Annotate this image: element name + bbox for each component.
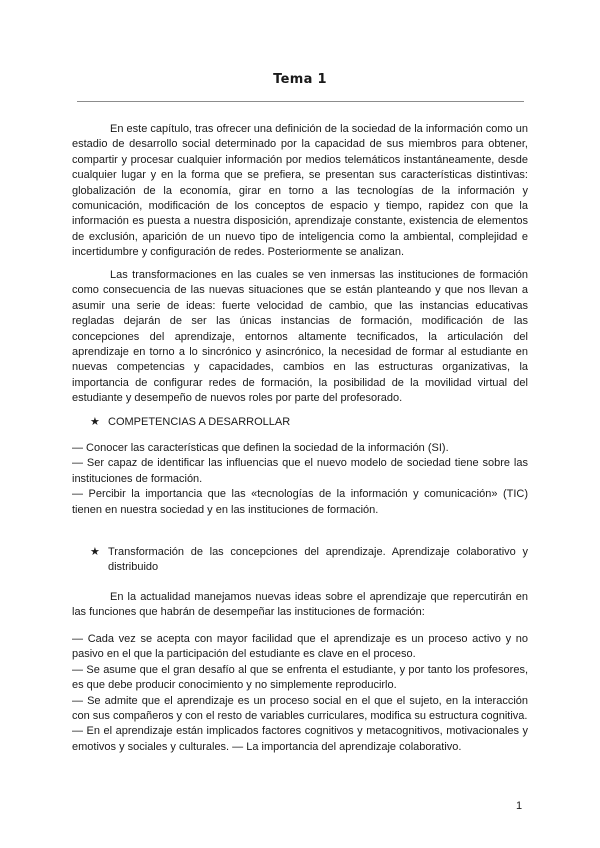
section-heading-text: COMPETENCIAS A DESARROLLAR: [108, 416, 291, 428]
section2-paragraph: [72, 590, 528, 621]
star-bullet-icon: ★: [90, 546, 100, 558]
intro-paragraph-1: [72, 122, 528, 261]
aprendizaje-list: [72, 632, 528, 755]
list-item: — Ser capaz de identificar las influencias que el nuevo modelo de sociedad tiene sobre las instituciones de formación.: [72, 457, 528, 485]
list-item: — Se admite que el aprendizaje es un proceso social en el que el sujeto, en la interacción con sus compañeros y con el resto de variables curriculares, modifica su estructura cognitiva.: [72, 694, 528, 723]
paragraph-text: En la actualidad manejamos nuevas ideas sobre el aprendizaje que repercutirán en las funciones que habrán de desempeñar las instituciones de formación:: [72, 591, 528, 619]
competencias-list: [72, 441, 528, 518]
paragraph-text: En este capítulo, tras ofrecer una definición de la sociedad de la información como un estadio de desarrollo social determinado por la capacidad de sus miembros para obtener, compartir y procesar cualquier información por medios telemáticos instantáneamente, desde cualquier lugar y en la forma que se prefiera, se presentan sus características distintivas: globalización de la economía, girar en torno a las tecnologías de la información y comunicación, modificación de los conceptos de espacio y tiempo, rapidez con que la información es puesta a nuestra disposición, aprendizaje constante, existencia de elementos de exclusión, aparición de un nuevo tipo de inteligencia como la ambiental, complejidad e incertidumbre y configuración de redes. Posteriormente se analizan.: [72, 123, 528, 259]
list-item: — En el aprendizaje están implicados factores cognitivos y metacognitivos, motivacionales y emotivos y sociales y culturales. — La importancia del aprendizaje colaborativo.: [72, 725, 528, 753]
page-number: 1: [516, 800, 523, 812]
list-item: — Percibir la importancia que las «tecnologías de la información y comunicación» (TIC) tienen en nuestra sociedad y en las instituciones de formación.: [72, 488, 528, 516]
list-item: — Cada vez se acepta con mayor facilidad que el aprendizaje es un proceso activo y no pasivo en el que la participación del estudiante es clave en el proceso.: [72, 633, 528, 661]
intro-paragraph-2: [72, 268, 528, 407]
paragraph-text: Las transformaciones en las cuales se ven inmersas las instituciones de formación como consecuencia de las nuevas situaciones que se están planteando y que nos llevan a asumir una serie de ideas: fuerte velocidad de cambio, que las instancias educativas regladas dejarán de ser las únicas instancias de formación, modificación de las concepciones del aprendizaje, entornos altamente tecnificados, la articulación del aprendizaje en torno a lo sincrónico y asincrónico, la necesidad de formar al estudiante en nuevas competencias y capacidades, cambios en las estructuras organizativas, la importancia de configurar redes de formación, la posibilidad de la movilidad virtual del estudiante y desempeño de nuevos roles por parte del profesorado.: [72, 269, 528, 405]
section-heading-text: Transformación de las concepciones del aprendizaje. Aprendizaje colaborativo y distribuido: [108, 546, 528, 574]
list-item: — Conocer las características que definen la sociedad de la información (SI).: [72, 442, 449, 454]
section-heading-transformacion: [90, 545, 528, 576]
page-title: Tema 1: [273, 72, 327, 87]
section-heading-competencias: [90, 415, 490, 430]
star-bullet-icon: ★: [90, 416, 100, 428]
title-divider: [77, 101, 524, 102]
list-item: — Se asume que el gran desafío al que se enfrenta el estudiante, y por tanto los profesores, es que debe producir conocimiento y no simplemente reproducirlo.: [72, 663, 528, 692]
